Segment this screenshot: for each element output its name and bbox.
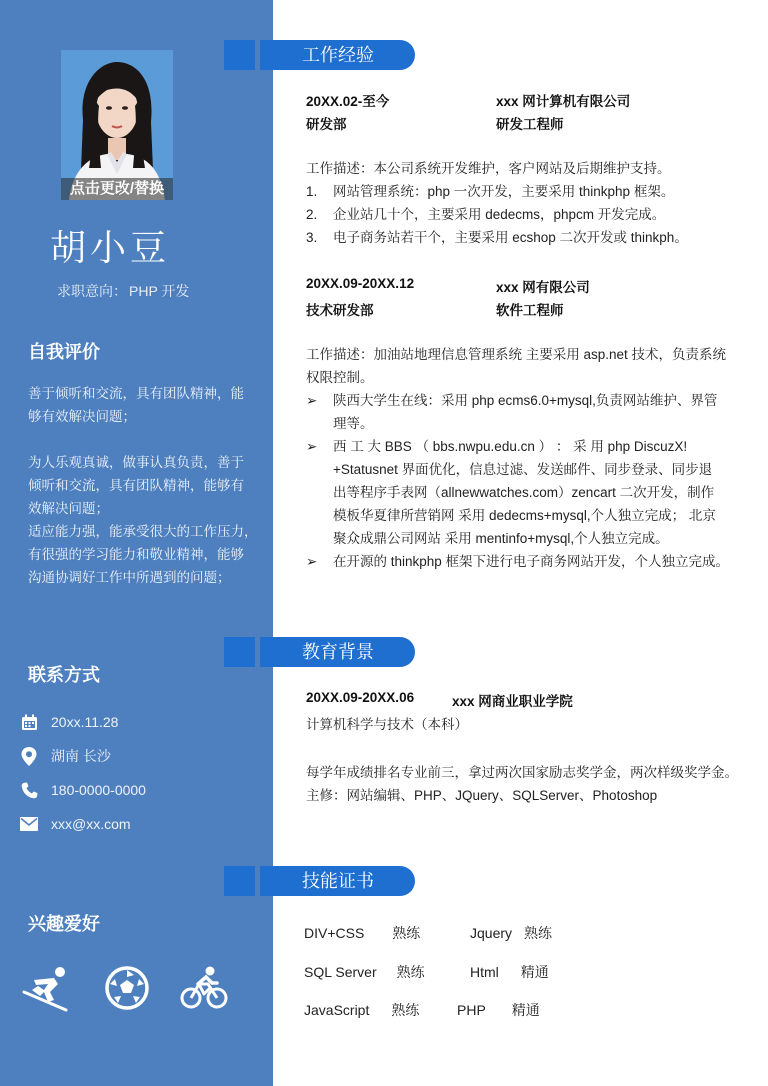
- hobby-icons: [22, 964, 242, 1014]
- job-intent-value: PHP 开发: [129, 283, 190, 299]
- skill-item: [304, 962, 425, 982]
- skill-level: 精通: [520, 964, 549, 980]
- edu-school: xxx 网商业职业学院: [452, 694, 573, 709]
- job2-period: 20XX.09-20XX.12: [306, 276, 415, 291]
- contact-email: [20, 807, 260, 841]
- job1-position: 研发工程师: [496, 117, 564, 132]
- contact-heading: 联系方式: [28, 665, 100, 685]
- job2-item-line: 在开源的 thinkphp 框架下进行电子商务网站开发，个人独立完成。: [333, 554, 730, 569]
- job2-item-line: 西 工 大 BBS （ bbs.nwpu.edu.cn ） ： 采 用 php DiscuzX!: [333, 439, 688, 454]
- skill-item: [304, 923, 420, 943]
- contact-email-value: xxx@xx.com: [51, 816, 131, 832]
- self-eval-line: 适应能力强，能承受很大的工作压力，: [28, 524, 258, 539]
- self-eval-line: 倾听和交流，具有团队精神，能够有: [28, 478, 244, 493]
- skill-level: 熟练: [524, 925, 553, 941]
- edu-courses: 主修：网站编辑、PHP、JQuery、SQLServer、Photoshop: [306, 788, 658, 803]
- mail-icon: [20, 815, 38, 833]
- cycling-icon: [180, 964, 228, 1012]
- section-marker: [224, 40, 255, 70]
- job2-item-line: 陕西大学生在线：采用 php ecms6.0+mysql,负责网站维护、界管: [333, 393, 718, 408]
- self-eval-heading: 自我评价: [28, 342, 100, 362]
- job1-dept: 研发部: [306, 117, 347, 132]
- skill-name: Html: [470, 964, 499, 980]
- section-title-skills: 技能证书: [260, 866, 415, 896]
- list-number: 2.: [306, 207, 318, 222]
- change-photo-button[interactable]: 点击更改/替换: [61, 178, 173, 200]
- contact-list: [20, 705, 260, 841]
- candidate-name: 胡小豆: [50, 228, 171, 269]
- job1-item-text: 电子商务站若干个，主要采用 ecshop 二次开发或 thinkph。: [333, 230, 688, 245]
- job2-item-line: 聚众成鼎公司网站 采用 mentinfo+mysql,个人独立完成。: [333, 531, 669, 546]
- skill-item: [304, 1000, 419, 1020]
- job2-item-line: +Statusnet 界面优化，信息过滤、发送邮件、同步登录、同步退: [333, 462, 713, 477]
- skiing-icon: [22, 964, 70, 1012]
- job2-position: 软件工程师: [496, 303, 564, 318]
- skill-level: 熟练: [391, 1002, 420, 1018]
- job1-description: [306, 157, 731, 249]
- skill-name: Jquery: [470, 925, 513, 941]
- contact-phone: [20, 773, 260, 807]
- list-number: 1.: [306, 184, 318, 199]
- self-eval-line: 够有效解决问题；: [28, 409, 136, 424]
- job2-item-line: 出等程序手表网（allnewwatches.com）zencart 二次开发，制作: [333, 485, 715, 500]
- skill-item: [470, 923, 552, 943]
- contact-birth: [20, 705, 260, 739]
- skill-level: 熟练: [396, 964, 425, 980]
- contact-birth-value: 20xx.11.28: [51, 714, 119, 730]
- job2-desc-line: 权限控制。: [306, 370, 374, 385]
- self-eval-line: 沟通协调好工作中所遇到的问题；: [28, 570, 231, 585]
- soccer-ball-icon: [103, 964, 151, 1012]
- profile-photo[interactable]: [61, 50, 173, 200]
- job1-item-text: 网站管理系统：php 一次开发，主要采用 thinkphp 框架。: [333, 184, 675, 199]
- self-eval-line: 有很强的学习能力和敬业精神，能够: [28, 547, 244, 562]
- skill-name: DIV+CSS: [304, 925, 365, 941]
- job-intent-label: 求职意向：: [57, 283, 127, 299]
- skill-name: PHP: [457, 1002, 486, 1018]
- skill-name: JavaScript: [304, 1002, 370, 1018]
- self-eval-line: 效解决问题；: [28, 501, 109, 516]
- skill-item: [470, 962, 549, 982]
- section-marker: [224, 637, 255, 667]
- job1-period: 20XX.02-至今: [306, 94, 390, 109]
- self-eval-line: 为人乐观真诚，做事认真负责，善于: [28, 455, 244, 470]
- job-intent: [57, 281, 191, 301]
- location-pin-icon: [20, 747, 38, 765]
- skill-level: 熟练: [392, 925, 421, 941]
- skill-item: [457, 1000, 540, 1020]
- job2-dept: 技术研发部: [306, 303, 374, 318]
- section-marker: [224, 866, 255, 896]
- section-title-work: 工作经验: [260, 40, 415, 70]
- phone-icon: [20, 781, 38, 799]
- edu-major: 计算机科学与技术（本科）: [306, 717, 468, 732]
- job1-company: xxx 网计算机有限公司: [496, 94, 631, 109]
- job1-desc-text: 工作描述：本公司系统开发维护，客户网站及后期维护支持。: [306, 161, 671, 176]
- contact-location-value: 湖南 长沙: [51, 748, 111, 764]
- arrow-bullet-icon: ➢: [306, 554, 318, 569]
- skill-name: SQL Server: [304, 964, 377, 980]
- self-eval-text: [28, 382, 260, 589]
- edu-desc: 每学年成绩排名专业前三，拿过两次国家励志奖学金，两次样级奖学金。: [306, 765, 738, 780]
- section-title-education: 教育背景: [260, 637, 415, 667]
- contact-location: [20, 739, 260, 773]
- job2-item: [306, 550, 731, 573]
- job1-item: [306, 180, 731, 203]
- job1-item: [306, 203, 731, 226]
- job2-item: [306, 389, 731, 435]
- hobbies-heading: 兴趣爱好: [28, 914, 100, 934]
- edu-period: 20XX.09-20XX.06: [306, 690, 415, 705]
- calendar-icon: [20, 713, 38, 731]
- job2-item-line: 模板华夏律所营销网 采用 dedecms+mysql,个人独立完成； 北京: [333, 508, 716, 523]
- job2-desc-line: 工作描述：加油站地理信息管理系统 主要采用 asp.net 技术，负责系统: [306, 347, 727, 362]
- arrow-bullet-icon: ➢: [306, 439, 318, 454]
- job2-description: [306, 343, 731, 573]
- job1-item-text: 企业站几十个，主要采用 dedecms，phpcm 开发完成。: [333, 207, 666, 222]
- job2-item-line: 理等。: [333, 416, 374, 431]
- arrow-bullet-icon: ➢: [306, 393, 318, 408]
- job2-item: [306, 435, 731, 550]
- job2-company: xxx 网有限公司: [496, 280, 590, 295]
- self-eval-line: 善于倾听和交流，具有团队精神，能: [28, 386, 244, 401]
- sidebar: [0, 0, 273, 1086]
- contact-phone-value: 180-0000-0000: [51, 782, 146, 798]
- list-number: 3.: [306, 230, 318, 245]
- job1-item: [306, 226, 731, 249]
- skill-level: 精通: [511, 1002, 540, 1018]
